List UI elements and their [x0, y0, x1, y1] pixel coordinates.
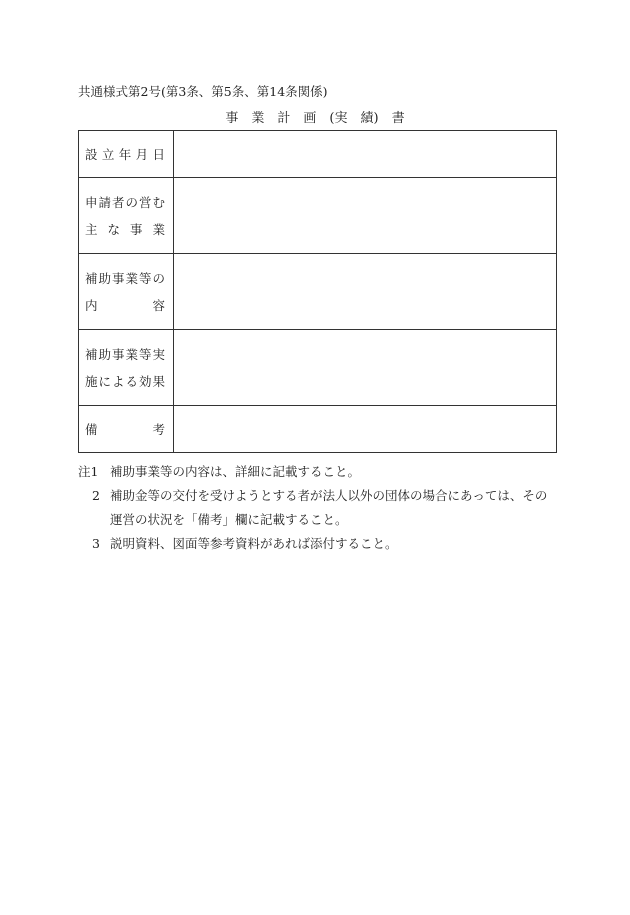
value-cell-established-date[interactable]: [174, 131, 557, 178]
row-label-project-content: 補助事業等の 内容: [79, 254, 174, 330]
row-label-established-date: 設立年月日: [79, 131, 174, 178]
form-number: 共通様式第2号(第3条、第5条、第14条関係): [78, 84, 328, 99]
note-item: [78, 484, 557, 532]
value-cell-remarks[interactable]: [174, 406, 557, 453]
note-number: 3: [92, 536, 100, 551]
table-row: [79, 254, 557, 330]
row-label-project-effect: 補助事業等実 施による効果: [79, 330, 174, 406]
plan-table: [78, 130, 557, 453]
value-cell-project-effect[interactable]: [174, 330, 557, 406]
note-item: [78, 532, 557, 556]
note-number: 2: [92, 488, 100, 503]
notes-section: [78, 460, 557, 556]
table-row: [79, 406, 557, 453]
table-row: [79, 330, 557, 406]
row-label-main-business: 申請者の営む 主 な 事 業: [79, 178, 174, 254]
note-item: [78, 460, 557, 484]
value-cell-main-business[interactable]: [174, 178, 557, 254]
note-text: 補助事業等の内容は、詳細に記載すること。: [110, 464, 361, 479]
note-text: 説明資料、図面等参考資料があれば添付すること。: [110, 536, 398, 551]
row-label-remarks: 備考: [79, 406, 174, 453]
note-text: 補助金等の交付を受けようとする者が法人以外の団体の場合にあっては、その運営の状況を「備考」欄に記載すること。: [110, 488, 548, 527]
value-cell-project-content[interactable]: [174, 254, 557, 330]
page-title: 事 業 計 画 (実 績) 書: [225, 111, 405, 126]
note-number: 注1: [78, 464, 99, 479]
table-row: [79, 131, 557, 178]
table-row: [79, 178, 557, 254]
